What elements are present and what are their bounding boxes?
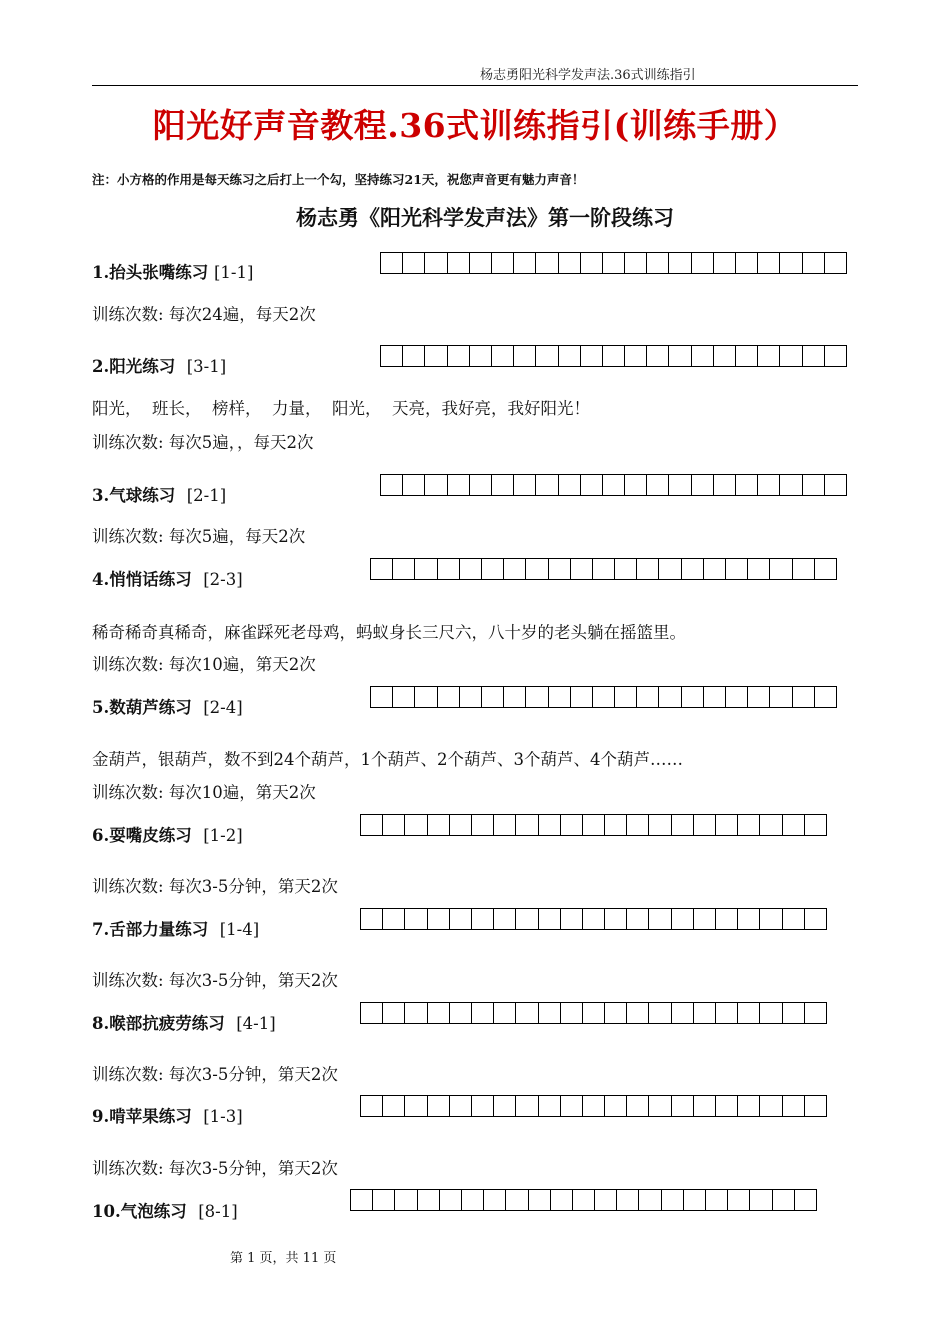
day-checkbox[interactable] bbox=[738, 815, 760, 835]
day-checkbox[interactable] bbox=[472, 1003, 494, 1023]
day-checkbox[interactable] bbox=[692, 253, 714, 273]
exercise-code: [2-3] bbox=[203, 570, 243, 589]
day-checkbox[interactable] bbox=[738, 909, 760, 929]
day-checkbox[interactable] bbox=[393, 559, 415, 579]
day-checkbox[interactable] bbox=[659, 559, 681, 579]
day-checkbox[interactable] bbox=[704, 559, 726, 579]
day-checkbox[interactable] bbox=[526, 559, 548, 579]
day-checkbox[interactable] bbox=[536, 475, 558, 495]
day-checkbox[interactable] bbox=[672, 1003, 694, 1023]
day-checkbox[interactable] bbox=[460, 687, 482, 707]
day-checkbox[interactable] bbox=[627, 909, 649, 929]
day-checkbox[interactable] bbox=[726, 559, 748, 579]
day-checkbox[interactable] bbox=[405, 909, 427, 929]
day-checkbox[interactable] bbox=[682, 687, 704, 707]
day-checkbox[interactable] bbox=[793, 687, 815, 707]
training-count: 训练次数: 每次5遍，，每天2次 bbox=[92, 433, 314, 452]
day-checkbox[interactable] bbox=[615, 687, 637, 707]
day-checkbox[interactable] bbox=[559, 475, 581, 495]
day-checkbox[interactable] bbox=[492, 346, 514, 366]
day-checkbox[interactable] bbox=[605, 909, 627, 929]
day-checkbox[interactable] bbox=[383, 909, 405, 929]
exercise-heading bbox=[92, 1198, 238, 1222]
day-checkbox[interactable] bbox=[649, 1096, 671, 1116]
exercise-name: 6.耍嘴皮练习 bbox=[92, 826, 192, 845]
training-count: 训练次数: 每次10遍，第天2次 bbox=[92, 655, 316, 674]
day-checkbox[interactable] bbox=[815, 687, 837, 707]
day-checkbox[interactable] bbox=[793, 559, 815, 579]
header-rule bbox=[92, 85, 858, 86]
checkbox-row bbox=[370, 558, 837, 580]
exercise-heading bbox=[92, 482, 226, 506]
day-checkbox[interactable] bbox=[428, 1096, 450, 1116]
day-checkbox[interactable] bbox=[758, 253, 780, 273]
exercise-name: 4.悄悄话练习 bbox=[92, 570, 192, 589]
day-checkbox[interactable] bbox=[425, 346, 447, 366]
day-checkbox[interactable] bbox=[603, 253, 625, 273]
day-checkbox[interactable] bbox=[662, 1190, 684, 1210]
day-checkbox[interactable] bbox=[672, 909, 694, 929]
page-footer: 第 1 页，共 11 页 bbox=[230, 1251, 337, 1266]
day-checkbox[interactable] bbox=[617, 1190, 639, 1210]
day-checkbox[interactable] bbox=[383, 1096, 405, 1116]
day-checkbox[interactable] bbox=[692, 475, 714, 495]
day-checkbox[interactable] bbox=[603, 475, 625, 495]
day-checkbox[interactable] bbox=[825, 346, 847, 366]
day-checkbox[interactable] bbox=[714, 475, 736, 495]
day-checkbox[interactable] bbox=[472, 1096, 494, 1116]
day-checkbox[interactable] bbox=[627, 1096, 649, 1116]
checkbox-row bbox=[350, 1189, 817, 1211]
exercise-heading bbox=[92, 694, 243, 718]
day-checkbox[interactable] bbox=[716, 1096, 738, 1116]
exercise-heading bbox=[92, 566, 243, 590]
day-checkbox[interactable] bbox=[672, 815, 694, 835]
day-checkbox[interactable] bbox=[805, 909, 827, 929]
day-checkbox[interactable] bbox=[492, 253, 514, 273]
exercise-code: [3-1] bbox=[186, 357, 227, 376]
day-checkbox[interactable] bbox=[549, 687, 571, 707]
training-count: 训练次数: 每次10遍，第天2次 bbox=[92, 783, 316, 802]
training-count: 训练次数: 每次3-5分钟，第天2次 bbox=[92, 1159, 338, 1178]
day-checkbox[interactable] bbox=[627, 815, 649, 835]
day-checkbox[interactable] bbox=[351, 1190, 373, 1210]
day-checkbox[interactable] bbox=[470, 346, 492, 366]
day-checkbox[interactable] bbox=[494, 1003, 516, 1023]
day-checkbox[interactable] bbox=[805, 815, 827, 835]
day-checkbox[interactable] bbox=[561, 1003, 583, 1023]
checkbox-row bbox=[380, 474, 847, 496]
exercise-heading bbox=[92, 1103, 243, 1127]
day-checkbox[interactable] bbox=[504, 559, 526, 579]
day-checkbox[interactable] bbox=[760, 909, 782, 929]
day-checkbox[interactable] bbox=[516, 909, 538, 929]
day-checkbox[interactable] bbox=[605, 815, 627, 835]
day-checkbox[interactable] bbox=[536, 346, 558, 366]
day-checkbox[interactable] bbox=[583, 1096, 605, 1116]
exercise-name: 3.气球练习 bbox=[92, 486, 176, 505]
day-checkbox[interactable] bbox=[381, 346, 403, 366]
day-checkbox[interactable] bbox=[460, 559, 482, 579]
day-checkbox[interactable] bbox=[381, 253, 403, 273]
day-checkbox[interactable] bbox=[561, 909, 583, 929]
exercise-name: 1.抬头张嘴练习 bbox=[92, 263, 209, 282]
day-checkbox[interactable] bbox=[672, 1096, 694, 1116]
day-checkbox[interactable] bbox=[728, 1190, 750, 1210]
day-checkbox[interactable] bbox=[748, 687, 770, 707]
exercise-name: 9.啃苹果练习 bbox=[92, 1107, 192, 1126]
day-checkbox[interactable] bbox=[450, 815, 472, 835]
day-checkbox[interactable] bbox=[825, 475, 847, 495]
day-checkbox[interactable] bbox=[448, 253, 470, 273]
day-checkbox[interactable] bbox=[425, 253, 447, 273]
day-checkbox[interactable] bbox=[605, 1096, 627, 1116]
exercise-heading bbox=[92, 353, 226, 377]
exercise-name: 5.数葫芦练习 bbox=[92, 698, 192, 717]
day-checkbox[interactable] bbox=[736, 346, 758, 366]
exercise-name: 10.气泡练习 bbox=[92, 1202, 187, 1221]
day-checkbox[interactable] bbox=[625, 346, 647, 366]
day-checkbox[interactable] bbox=[795, 1190, 817, 1210]
day-checkbox[interactable] bbox=[425, 475, 447, 495]
checkbox-row bbox=[380, 345, 847, 367]
day-checkbox[interactable] bbox=[514, 475, 536, 495]
day-checkbox[interactable] bbox=[583, 815, 605, 835]
day-checkbox[interactable] bbox=[361, 1096, 383, 1116]
day-checkbox[interactable] bbox=[536, 253, 558, 273]
day-checkbox[interactable] bbox=[494, 815, 516, 835]
day-checkbox[interactable] bbox=[573, 1190, 595, 1210]
day-checkbox[interactable] bbox=[504, 687, 526, 707]
day-checkbox[interactable] bbox=[551, 1190, 573, 1210]
day-checkbox[interactable] bbox=[783, 1003, 805, 1023]
day-checkbox[interactable] bbox=[760, 1003, 782, 1023]
day-checkbox[interactable] bbox=[595, 1190, 617, 1210]
day-checkbox[interactable] bbox=[403, 253, 425, 273]
day-checkbox[interactable] bbox=[758, 346, 780, 366]
day-checkbox[interactable] bbox=[639, 1190, 661, 1210]
day-checkbox[interactable] bbox=[516, 1003, 538, 1023]
day-checkbox[interactable] bbox=[647, 346, 669, 366]
day-checkbox[interactable] bbox=[561, 815, 583, 835]
exercise-code: [1-4] bbox=[219, 920, 260, 939]
day-checkbox[interactable] bbox=[780, 253, 802, 273]
day-checkbox[interactable] bbox=[649, 1003, 671, 1023]
day-checkbox[interactable] bbox=[682, 559, 704, 579]
day-checkbox[interactable] bbox=[704, 687, 726, 707]
day-checkbox[interactable] bbox=[405, 1003, 427, 1023]
training-count: 训练次数: 每次3-5分钟，第天2次 bbox=[92, 971, 338, 990]
day-checkbox[interactable] bbox=[694, 815, 716, 835]
checkbox-row bbox=[360, 814, 827, 836]
day-checkbox[interactable] bbox=[514, 253, 536, 273]
checkbox-row bbox=[360, 908, 827, 930]
day-checkbox[interactable] bbox=[539, 1096, 561, 1116]
day-checkbox[interactable] bbox=[760, 815, 782, 835]
day-checkbox[interactable] bbox=[625, 253, 647, 273]
day-checkbox[interactable] bbox=[647, 475, 669, 495]
day-checkbox[interactable] bbox=[647, 253, 669, 273]
day-checkbox[interactable] bbox=[561, 1096, 583, 1116]
day-checkbox[interactable] bbox=[637, 687, 659, 707]
day-checkbox[interactable] bbox=[472, 815, 494, 835]
practice-text: 金葫芦，银葫芦，数不到24个葫芦，1个葫芦、2个葫芦、3个葫芦、4个葫芦…… bbox=[92, 750, 683, 769]
exercise-heading bbox=[92, 1010, 276, 1034]
day-checkbox[interactable] bbox=[615, 559, 637, 579]
day-checkbox[interactable] bbox=[581, 253, 603, 273]
day-checkbox[interactable] bbox=[581, 346, 603, 366]
day-checkbox[interactable] bbox=[450, 1096, 472, 1116]
day-checkbox[interactable] bbox=[373, 1190, 395, 1210]
day-checkbox[interactable] bbox=[492, 475, 514, 495]
exercise-code: [1-2] bbox=[203, 826, 243, 845]
day-checkbox[interactable] bbox=[549, 559, 571, 579]
day-checkbox[interactable] bbox=[649, 909, 671, 929]
day-checkbox[interactable] bbox=[559, 253, 581, 273]
day-checkbox[interactable] bbox=[428, 1003, 450, 1023]
day-checkbox[interactable] bbox=[583, 1003, 605, 1023]
day-checkbox[interactable] bbox=[714, 253, 736, 273]
day-checkbox[interactable] bbox=[694, 1096, 716, 1116]
day-checkbox[interactable] bbox=[405, 1096, 427, 1116]
day-checkbox[interactable] bbox=[783, 909, 805, 929]
day-checkbox[interactable] bbox=[428, 815, 450, 835]
exercise-code: [1-1] bbox=[213, 263, 254, 282]
day-checkbox[interactable] bbox=[805, 1003, 827, 1023]
day-checkbox[interactable] bbox=[506, 1190, 528, 1210]
day-checkbox[interactable] bbox=[462, 1190, 484, 1210]
checkbox-row bbox=[370, 686, 837, 708]
day-checkbox[interactable] bbox=[371, 559, 393, 579]
day-checkbox[interactable] bbox=[803, 346, 825, 366]
day-checkbox[interactable] bbox=[803, 253, 825, 273]
day-checkbox[interactable] bbox=[539, 909, 561, 929]
day-checkbox[interactable] bbox=[539, 815, 561, 835]
exercise-code: [8-1] bbox=[198, 1202, 238, 1221]
document-title: 阳光好声音教程.36式训练指引(训练手册） bbox=[152, 106, 798, 145]
day-checkbox[interactable] bbox=[428, 909, 450, 929]
day-checkbox[interactable] bbox=[405, 815, 427, 835]
day-checkbox[interactable] bbox=[361, 1003, 383, 1023]
day-checkbox[interactable] bbox=[750, 1190, 772, 1210]
practice-text: 阳光， 班长， 榜样， 力量， 阳光， 天亮，我好亮，我好阳光！ bbox=[92, 399, 590, 418]
day-checkbox[interactable] bbox=[593, 559, 615, 579]
day-checkbox[interactable] bbox=[450, 909, 472, 929]
day-checkbox[interactable] bbox=[470, 253, 492, 273]
day-checkbox[interactable] bbox=[637, 559, 659, 579]
exercise-code: [1-3] bbox=[203, 1107, 243, 1126]
day-checkbox[interactable] bbox=[649, 815, 671, 835]
day-checkbox[interactable] bbox=[559, 346, 581, 366]
day-checkbox[interactable] bbox=[361, 815, 383, 835]
section-title: 杨志勇《阳光科学发声法》第一阶段练习 bbox=[296, 205, 674, 230]
day-checkbox[interactable] bbox=[438, 687, 460, 707]
day-checkbox[interactable] bbox=[760, 1096, 782, 1116]
day-checkbox[interactable] bbox=[773, 1190, 795, 1210]
day-checkbox[interactable] bbox=[438, 559, 460, 579]
exercise-code: [2-4] bbox=[203, 698, 243, 717]
day-checkbox[interactable] bbox=[803, 475, 825, 495]
exercise-code: [4-1] bbox=[236, 1014, 276, 1033]
day-checkbox[interactable] bbox=[583, 909, 605, 929]
day-checkbox[interactable] bbox=[448, 346, 470, 366]
training-count: 训练次数: 每次3-5分钟，第天2次 bbox=[92, 877, 338, 896]
day-checkbox[interactable] bbox=[736, 475, 758, 495]
practice-text: 稀奇稀奇真稀奇，麻雀踩死老母鸡，蚂蚁身长三尺六，八十岁的老头躺在摇篮里。 bbox=[92, 623, 686, 642]
day-checkbox[interactable] bbox=[494, 1096, 516, 1116]
day-checkbox[interactable] bbox=[393, 687, 415, 707]
day-checkbox[interactable] bbox=[716, 815, 738, 835]
day-checkbox[interactable] bbox=[539, 1003, 561, 1023]
exercise-name: 7.舌部力量练习 bbox=[92, 920, 209, 939]
day-checkbox[interactable] bbox=[738, 1096, 760, 1116]
checkbox-row bbox=[360, 1002, 827, 1024]
checkbox-note: 注：小方格的作用是每天练习之后打上一个勾，坚持练习21天，祝您声音更有魅力声音！ bbox=[92, 172, 585, 187]
day-checkbox[interactable] bbox=[770, 687, 792, 707]
day-checkbox[interactable] bbox=[694, 1003, 716, 1023]
day-checkbox[interactable] bbox=[418, 1190, 440, 1210]
day-checkbox[interactable] bbox=[736, 253, 758, 273]
day-checkbox[interactable] bbox=[780, 475, 802, 495]
day-checkbox[interactable] bbox=[403, 475, 425, 495]
day-checkbox[interactable] bbox=[482, 559, 504, 579]
day-checkbox[interactable] bbox=[383, 1003, 405, 1023]
day-checkbox[interactable] bbox=[361, 909, 383, 929]
exercise-code: [2-1] bbox=[186, 486, 227, 505]
day-checkbox[interactable] bbox=[484, 1190, 506, 1210]
day-checkbox[interactable] bbox=[738, 1003, 760, 1023]
day-checkbox[interactable] bbox=[381, 475, 403, 495]
training-count: 训练次数: 每次5遍，每天2次 bbox=[92, 527, 306, 546]
day-checkbox[interactable] bbox=[669, 346, 691, 366]
day-checkbox[interactable] bbox=[605, 1003, 627, 1023]
checkbox-row bbox=[360, 1095, 827, 1117]
day-checkbox[interactable] bbox=[706, 1190, 728, 1210]
day-checkbox[interactable] bbox=[450, 1003, 472, 1023]
day-checkbox[interactable] bbox=[415, 559, 437, 579]
exercise-heading bbox=[92, 916, 259, 940]
day-checkbox[interactable] bbox=[669, 475, 691, 495]
day-checkbox[interactable] bbox=[448, 475, 470, 495]
day-checkbox[interactable] bbox=[514, 346, 536, 366]
day-checkbox[interactable] bbox=[684, 1190, 706, 1210]
day-checkbox[interactable] bbox=[603, 346, 625, 366]
day-checkbox[interactable] bbox=[694, 909, 716, 929]
training-count: 训练次数: 每次24遍，每天2次 bbox=[92, 305, 316, 324]
day-checkbox[interactable] bbox=[783, 1096, 805, 1116]
day-checkbox[interactable] bbox=[815, 559, 837, 579]
day-checkbox[interactable] bbox=[571, 687, 593, 707]
running-header: 杨志勇阳光科学发声法.36式训练指引 bbox=[480, 68, 696, 83]
day-checkbox[interactable] bbox=[770, 559, 792, 579]
day-checkbox[interactable] bbox=[516, 815, 538, 835]
day-checkbox[interactable] bbox=[371, 687, 393, 707]
day-checkbox[interactable] bbox=[529, 1190, 551, 1210]
day-checkbox[interactable] bbox=[526, 687, 548, 707]
day-checkbox[interactable] bbox=[726, 687, 748, 707]
day-checkbox[interactable] bbox=[625, 475, 647, 495]
day-checkbox[interactable] bbox=[716, 909, 738, 929]
day-checkbox[interactable] bbox=[758, 475, 780, 495]
day-checkbox[interactable] bbox=[403, 346, 425, 366]
day-checkbox[interactable] bbox=[383, 815, 405, 835]
day-checkbox[interactable] bbox=[627, 1003, 649, 1023]
day-checkbox[interactable] bbox=[783, 815, 805, 835]
day-checkbox[interactable] bbox=[472, 909, 494, 929]
exercise-name: 8.喉部抗疲劳练习 bbox=[92, 1014, 225, 1033]
day-checkbox[interactable] bbox=[825, 253, 847, 273]
day-checkbox[interactable] bbox=[659, 687, 681, 707]
exercise-name: 2.阳光练习 bbox=[92, 357, 176, 376]
day-checkbox[interactable] bbox=[482, 687, 504, 707]
day-checkbox[interactable] bbox=[716, 1003, 738, 1023]
exercise-heading bbox=[92, 259, 253, 283]
checkbox-row bbox=[380, 252, 847, 274]
day-checkbox[interactable] bbox=[571, 559, 593, 579]
day-checkbox[interactable] bbox=[395, 1190, 417, 1210]
day-checkbox[interactable] bbox=[494, 909, 516, 929]
day-checkbox[interactable] bbox=[692, 346, 714, 366]
day-checkbox[interactable] bbox=[581, 475, 603, 495]
day-checkbox[interactable] bbox=[415, 687, 437, 707]
day-checkbox[interactable] bbox=[516, 1096, 538, 1116]
day-checkbox[interactable] bbox=[593, 687, 615, 707]
day-checkbox[interactable] bbox=[470, 475, 492, 495]
day-checkbox[interactable] bbox=[780, 346, 802, 366]
day-checkbox[interactable] bbox=[805, 1096, 827, 1116]
day-checkbox[interactable] bbox=[748, 559, 770, 579]
exercise-heading bbox=[92, 822, 243, 846]
day-checkbox[interactable] bbox=[669, 253, 691, 273]
day-checkbox[interactable] bbox=[714, 346, 736, 366]
training-count: 训练次数: 每次3-5分钟，第天2次 bbox=[92, 1065, 338, 1084]
day-checkbox[interactable] bbox=[440, 1190, 462, 1210]
